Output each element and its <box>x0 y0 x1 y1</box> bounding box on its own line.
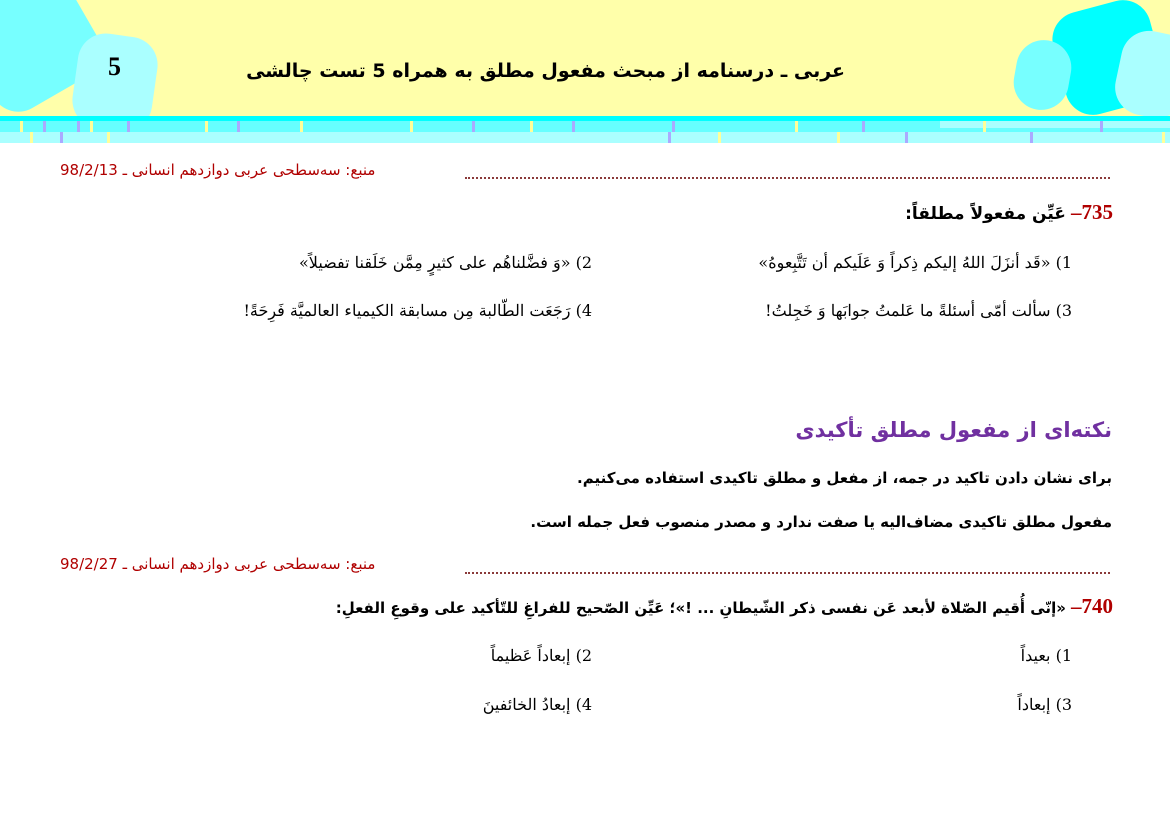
note-heading: نکته‌ای از مفعول مطلق تأکیدی <box>795 418 1112 442</box>
question-text: عَیِّن مفعولاً مطلقاً: <box>905 204 1066 224</box>
note-line-1: برای نشان دادن تاکید در جمه، از مفعل و مطلق تاکیدی استفاده می‌کنیم. <box>577 469 1112 487</box>
question-number: 735– <box>1071 200 1113 224</box>
page-header <box>0 0 1170 116</box>
question-text: «إنّی أُقیم الصّلاة لأبعد عَن نفسی ذکر الشّیطانِ ... !»؛ عَیِّن الصّحیح للفراغِ للتّأکید علی وقوعِ الفعلِ: <box>335 599 1066 617</box>
option-1: 1) بعیداً <box>1020 646 1072 665</box>
note-line-2: مفعول مطلق تاکیدی مضاف‌الیه یا صفت ندارد و مصدر منصوب فعل جمله است. <box>530 513 1112 531</box>
question-number: 740– <box>1071 594 1113 618</box>
decorative-strip <box>0 116 1170 143</box>
option-4: 4) رَجَعَت الطّالبة مِن مسابقة الکیمیاء العالمیَّة فَرِحَةً! <box>243 301 592 320</box>
page-title: عربی ـ درسنامه از مبحث مفعول مطلق به همراه 5 تست چالشی <box>246 60 845 82</box>
question-735 <box>905 200 1113 225</box>
option-3: 3) إبعاداً <box>1017 695 1072 714</box>
option-3: 3) سألت أمّی أسئلةً ما عَلمتُ جوابَها وَ خَجِلتُ! <box>765 301 1072 320</box>
page-number: 5 <box>108 52 121 81</box>
question-source: منبع: سه‌سطحی عربی دوازدهم انسانی ـ 98/2/27 <box>60 555 376 573</box>
option-2: 2) «وَ فضَّلناهُم علی کثیرٍ مِمَّن خَلَقنا تفضیلاً» <box>298 253 592 272</box>
option-1: 1) «قَد أنزَلَ اللهُ إلیکم ذِکراً وَ عَلَیکم أن تَتَّبِعوهُ» <box>758 253 1072 272</box>
dotted-divider <box>465 177 1110 179</box>
question-source: منبع: سه‌سطحی عربی دوازدهم انسانی ـ 98/2/13 <box>60 161 376 179</box>
question-740 <box>336 594 1113 619</box>
dotted-divider <box>465 572 1110 574</box>
option-4: 4) إبعادُ الخائفینَ <box>482 695 592 714</box>
option-2: 2) إبعاداً عَظیماً <box>490 646 592 665</box>
